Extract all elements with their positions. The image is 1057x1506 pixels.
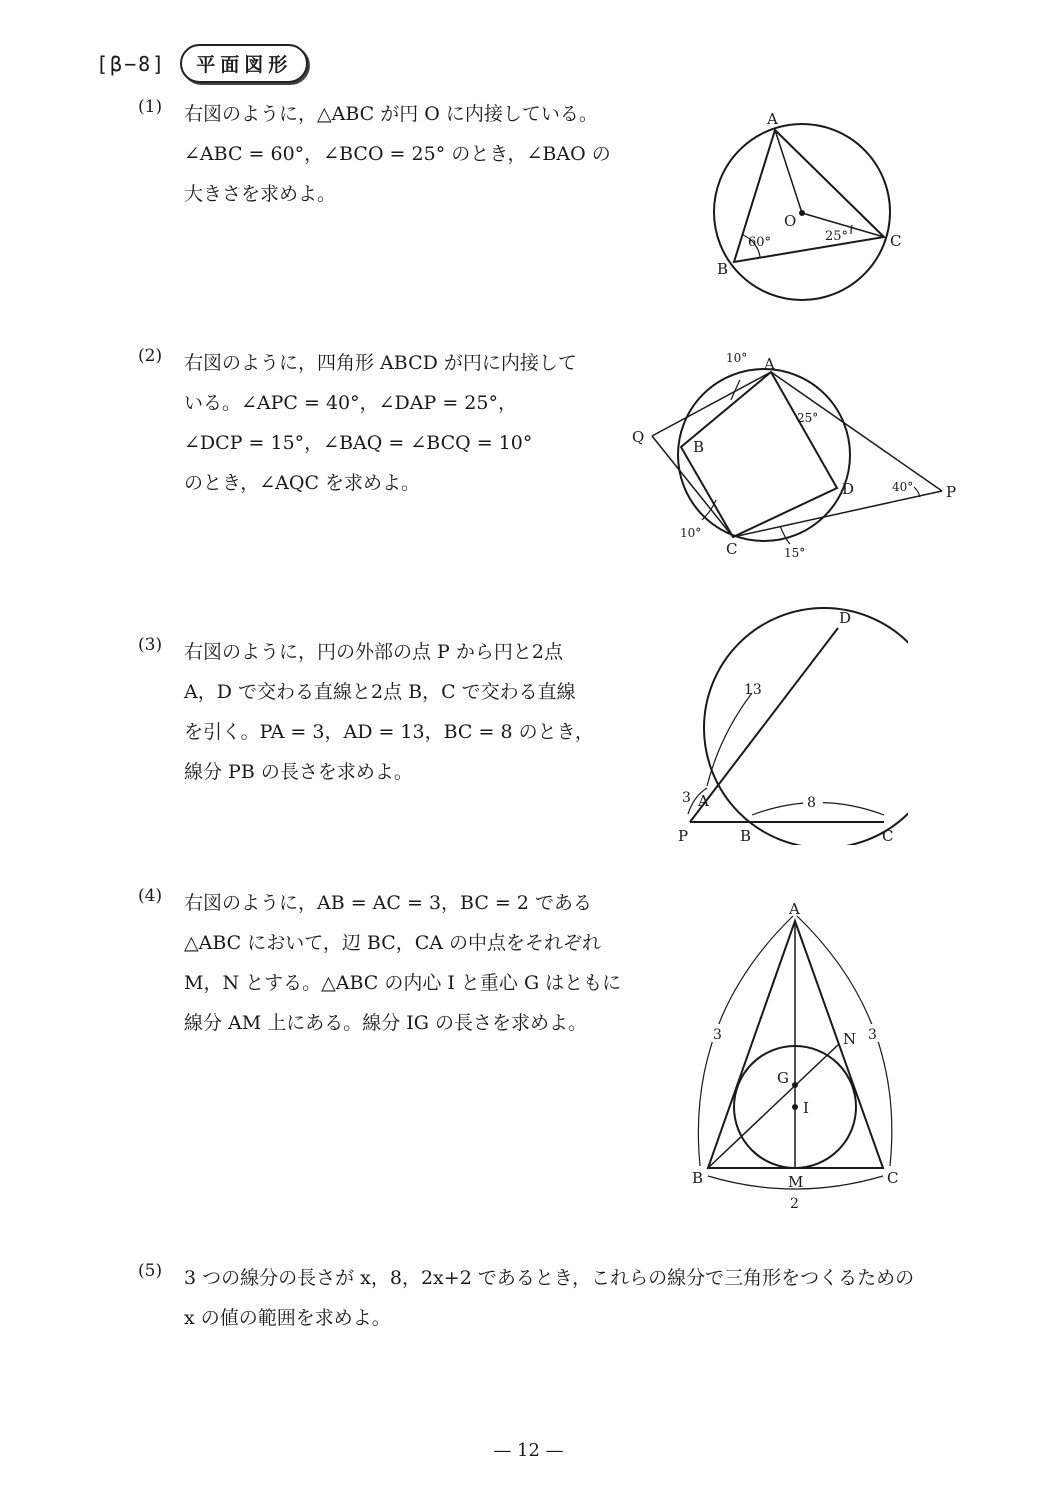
line-qa xyxy=(652,372,771,436)
label-a: A xyxy=(789,900,800,918)
problem-number: (5) xyxy=(138,1261,163,1281)
label-b: B xyxy=(692,1169,704,1187)
length-ab-label: 3 xyxy=(713,1027,722,1043)
line-pd xyxy=(690,628,838,822)
section-header xyxy=(96,44,308,83)
label-i: I xyxy=(803,1099,809,1117)
page-number: — 12 — xyxy=(493,1440,564,1461)
problem-2 xyxy=(138,343,577,503)
label-q: Q xyxy=(632,428,645,446)
label-c: C xyxy=(887,1169,899,1187)
problem-line: M，N とする。△ABC の内心 I と重心 G はともに xyxy=(184,972,622,994)
section-code: [β−8] xyxy=(96,51,167,76)
label-c: C xyxy=(890,232,902,250)
incenter-dot xyxy=(792,1104,798,1110)
label-o: O xyxy=(784,212,797,230)
label-p: P xyxy=(946,483,957,501)
label-b: B xyxy=(717,260,729,278)
problem-line: ∠DCP = 15°，∠BAQ = ∠BCQ = 10° xyxy=(184,432,533,454)
figure-4-isosceles-triangle xyxy=(680,890,910,1220)
figure-3-secants xyxy=(668,605,908,845)
problem-1 xyxy=(138,94,611,214)
problem-line: 3 つの線分の長さが x，8，2x+2 であるとき，これらの線分で三角形をつくるための xyxy=(184,1267,915,1289)
length-bc-label: 2 xyxy=(790,1196,799,1212)
problem-text xyxy=(184,94,611,214)
label-d: D xyxy=(839,609,852,627)
length-ac-label: 3 xyxy=(868,1027,877,1043)
problem-line: のとき，∠AQC を求めよ。 xyxy=(184,472,421,494)
problem-text xyxy=(184,883,621,1043)
label-a: A xyxy=(767,110,778,128)
problem-line: 線分 PB の長さを求めよ。 xyxy=(184,761,413,783)
problem-line: 右図のように，四角形 ABCD が円に内接して xyxy=(184,352,577,374)
problem-line: A，D で交わる直線と2点 B，C で交わる直線 xyxy=(184,681,576,703)
problem-number: (4) xyxy=(138,886,163,906)
length-bc-label: 8 xyxy=(807,795,816,811)
problem-text xyxy=(184,1258,914,1338)
angle-dap-label: 25° xyxy=(797,411,819,425)
problem-3 xyxy=(138,632,594,792)
centroid-dot xyxy=(792,1082,798,1088)
figure-1-inscribed-triangle xyxy=(700,108,910,308)
problem-number: (2) xyxy=(138,346,163,366)
label-p: P xyxy=(678,827,689,845)
problem-line: △ABC において，辺 BC，CA の中点をそれぞれ xyxy=(184,932,602,954)
problem-line: を引く。PA = 3，AD = 13，BC = 8 のとき， xyxy=(184,721,594,743)
figure-2-cyclic-quadrilateral xyxy=(620,345,965,565)
label-b: B xyxy=(693,438,705,456)
length-pa-label: 3 xyxy=(682,790,691,806)
label-a: A xyxy=(698,792,709,810)
label-b: B xyxy=(740,827,752,845)
angle-c-arc xyxy=(851,225,852,234)
label-d: D xyxy=(842,480,855,498)
angle-b-label: 60° xyxy=(748,235,772,250)
problem-line: いる。∠APC = 40°，∠DAP = 25°， xyxy=(184,392,517,414)
length-ad-label: 13 xyxy=(744,682,762,698)
label-c: C xyxy=(726,540,738,558)
problem-line: 右図のように，AB = AC = 3，BC = 2 である xyxy=(184,892,593,914)
angle-bcq-label: 10° xyxy=(680,526,702,540)
problem-line: x の値の範囲を求めよ。 xyxy=(184,1307,391,1329)
angle-baq-label: 10° xyxy=(726,351,748,365)
problem-line: 線分 AM 上にある。線分 IG の長さを求めよ。 xyxy=(184,1012,588,1034)
problem-number: (1) xyxy=(138,97,163,117)
quadrilateral-abcd xyxy=(681,372,837,537)
problem-line: ∠ABC = 60°，∠BCO = 25° のとき，∠BAO の xyxy=(184,143,611,165)
problem-5 xyxy=(138,1258,914,1338)
label-m: M xyxy=(788,1173,804,1191)
problem-text xyxy=(184,343,577,503)
label-g: G xyxy=(777,1069,789,1087)
label-n: N xyxy=(843,1030,857,1048)
problem-number: (3) xyxy=(138,635,163,655)
problem-line: 右図のように，△ABC が円 O に内接している。 xyxy=(184,103,598,125)
angle-c-label: 25° xyxy=(825,229,849,244)
problem-text xyxy=(184,632,594,792)
center-dot xyxy=(799,210,805,216)
angle-40-arc xyxy=(914,487,920,497)
angle-dcp-label: 15° xyxy=(784,546,806,560)
problem-4 xyxy=(138,883,621,1043)
angle-15-pointer xyxy=(780,526,790,544)
label-c: C xyxy=(882,827,894,845)
problem-line: 大きさを求めよ。 xyxy=(184,183,337,205)
problem-line: 右図のように，円の外部の点 P から円と2点 xyxy=(184,641,563,663)
section-title-badge: 平面図形 xyxy=(180,44,308,83)
line-ap xyxy=(771,372,942,491)
length-13-brace xyxy=(707,693,752,786)
label-a: A xyxy=(764,355,775,373)
angle-apc-label: 40° xyxy=(892,480,914,494)
median-bn xyxy=(708,1044,839,1168)
